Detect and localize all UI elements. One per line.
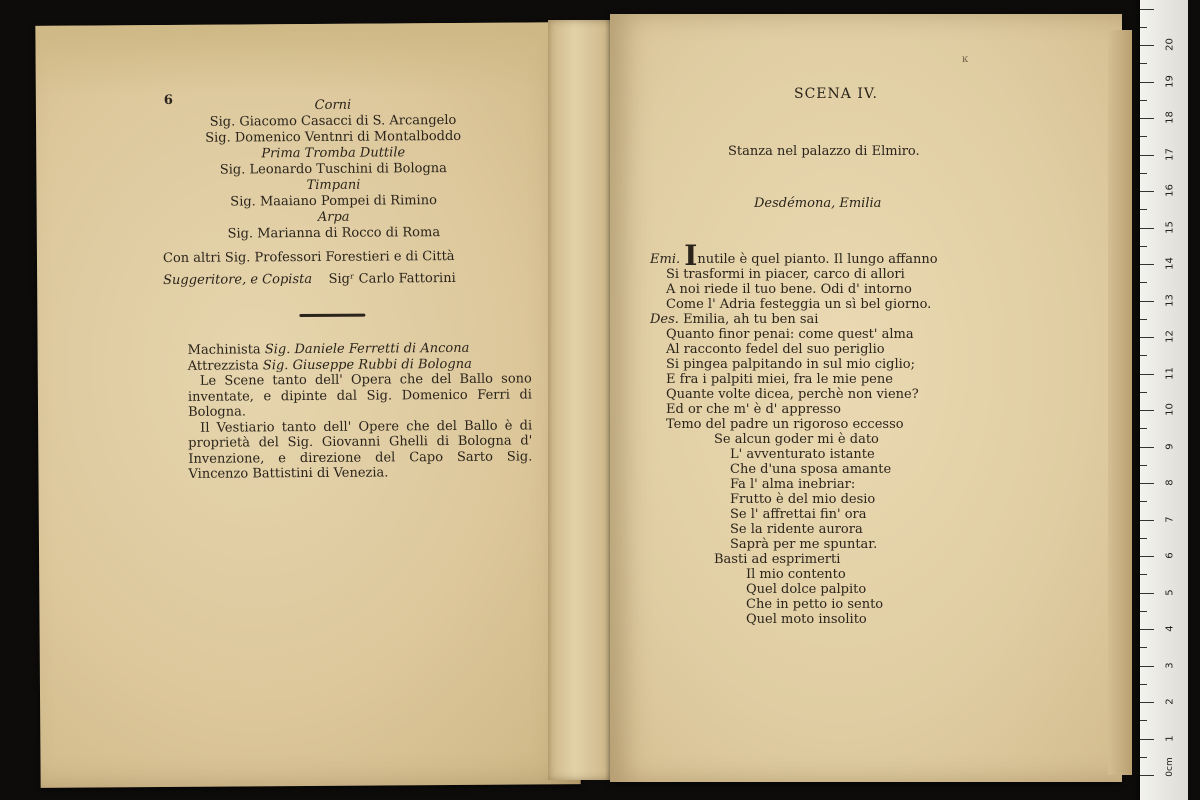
ruler-tick	[1140, 465, 1147, 466]
credit-heading: Corni	[314, 97, 352, 113]
credit-block-arpa	[149, 209, 519, 244]
ruler-number: 19	[1164, 74, 1176, 88]
ruler-tick	[1140, 739, 1154, 740]
dialogue-line	[650, 312, 1090, 327]
production-notes	[188, 340, 533, 482]
ruler-number: 15	[1164, 220, 1176, 234]
orchestra-credits	[148, 97, 519, 290]
ruler-tick	[1140, 483, 1154, 484]
ruler-number: 3	[1164, 661, 1176, 669]
verse-text: L' avventurato istante	[730, 447, 875, 462]
dialogue-line	[650, 447, 1090, 462]
dialogue-line	[650, 507, 1090, 522]
ruler-number: 7	[1164, 515, 1176, 523]
ruler-tick	[1140, 27, 1147, 28]
ruler-number: 16	[1164, 184, 1176, 197]
ruler-tick	[1140, 410, 1154, 411]
ruler-tick	[1140, 45, 1154, 46]
ruler-tick	[1140, 593, 1154, 594]
verse-text: Se l' affrettai fin' ora	[730, 507, 867, 522]
ruler-tick	[1140, 647, 1147, 648]
verse-text: Se alcun goder mi è dato	[714, 432, 879, 447]
scene-setting: Stanza nel palazzo di Elmiro.	[728, 144, 920, 159]
ruler-tick	[1140, 775, 1154, 776]
verse-text: Si trasformi in piacer, carco di allori	[666, 267, 905, 282]
ruler-tick	[1140, 246, 1147, 247]
ruler-tick	[1140, 355, 1147, 356]
ruler-tick	[1140, 118, 1154, 119]
left-page	[35, 22, 580, 788]
page-number: 6	[163, 92, 173, 108]
verse-text: Quel moto insolito	[746, 612, 867, 627]
scene-characters: Desdémona, Emilia	[754, 196, 882, 211]
ruler-tick	[1140, 684, 1147, 685]
verse-text: Frutto è del mio desio	[730, 492, 876, 507]
dialogue-line	[650, 612, 1090, 627]
ruler-tick	[1140, 501, 1147, 502]
suggeritore-label: Suggeritore, e Copista	[163, 271, 313, 289]
speaker-label: Emi.	[650, 252, 681, 267]
ruler-tick	[1140, 629, 1154, 630]
ruler-tick	[1140, 757, 1147, 758]
ruler-tick	[1140, 538, 1147, 539]
ruler-tick	[1140, 702, 1154, 703]
ruler-tick	[1140, 374, 1154, 375]
ruler-tick	[1140, 228, 1154, 229]
ruler-tick	[1140, 556, 1154, 557]
ruler-tick	[1140, 447, 1154, 448]
verse-text: Ed or che m' è d' appresso	[666, 402, 841, 417]
dialogue-line	[650, 402, 1090, 417]
ruler-number: 9	[1164, 442, 1176, 450]
dialogue-line	[650, 462, 1090, 477]
attrezzista-label: Attrezzista	[187, 357, 259, 374]
ruler-tick	[1140, 319, 1147, 320]
ruler-number: 18	[1164, 111, 1176, 124]
dialogue-line	[650, 522, 1090, 537]
verse-text: Come l' Adria festeggia un sì bel giorno.	[666, 297, 932, 312]
dialogue-line	[650, 372, 1090, 387]
verse-text: A noi riede il tuo bene. Odi d' intorno	[666, 282, 912, 297]
ruler-number: 11	[1164, 366, 1176, 380]
ruler-number: 4	[1164, 625, 1176, 632]
ruler-tick	[1140, 191, 1154, 192]
verse-text: Il mio contento	[746, 567, 846, 582]
dialogue-line	[650, 552, 1090, 567]
suggeritore-name: Sigʳ Carlo Fattorini	[328, 270, 456, 287]
ruler-number: 1	[1164, 734, 1176, 742]
verse-text: Al racconto fedel del suo periglio	[666, 342, 885, 357]
verse-text: Saprà per me spuntar.	[730, 537, 878, 552]
verse-text: Quante volte dicea, perchè non viene?	[666, 387, 919, 402]
ruler-number: 20	[1164, 38, 1176, 51]
verse-text: Che in petto io sento	[746, 597, 884, 612]
dialogue-line	[650, 282, 1090, 297]
ornamental-divider	[299, 314, 365, 317]
verse-text: Temo del padre un rigoroso eccesso	[666, 417, 904, 432]
verse-text: Fa l' alma inebriar:	[730, 477, 856, 492]
dialogue-block	[650, 239, 1090, 627]
speaker-label: Des.	[650, 312, 679, 327]
ruler-tick	[1140, 63, 1147, 64]
verse-text: Emilia, ah tu ben sai	[683, 312, 819, 327]
bleed-through-text	[508, 443, 515, 465]
verse-text: Basti ad esprimerti	[714, 552, 841, 567]
measuring-ruler	[1140, 0, 1188, 800]
dialogue-line	[650, 327, 1090, 342]
verse-text: nutile è quel pianto. Il lungo affanno	[697, 252, 938, 267]
verse-text: Quel dolce palpito	[746, 582, 867, 597]
drop-capital: I	[684, 239, 698, 272]
dialogue-line	[650, 239, 1090, 272]
ruler-number: 14	[1164, 257, 1176, 270]
ruler-tick	[1140, 666, 1154, 667]
dialogue-line	[650, 267, 1090, 282]
dialogue-line	[650, 492, 1090, 507]
credit-heading: Timpani	[306, 177, 361, 194]
verse-text: Quanto finor penai: come quest' alma	[666, 327, 914, 342]
credit-line: Sig. Domenico Ventnri di Montalboddo	[205, 128, 462, 146]
attrezzista-name: Sig. Giuseppe Rubbi di Bologna	[262, 356, 472, 373]
ruler-tick	[1140, 392, 1147, 393]
suggeritore-line	[149, 271, 519, 290]
ruler-tick	[1140, 301, 1154, 302]
ruler-tick	[1140, 155, 1154, 156]
verse-text: Si pingea palpitando in sul mio ciglio;	[666, 357, 916, 372]
credit-line: Sig. Maaiano Pompei di Rimino	[230, 193, 437, 210]
ruler-tick	[1140, 428, 1147, 429]
vestiario-note: Il Vestiario tanto dell' Opere che del Ballo è di proprietà del Sig. Giovanni Ghelli di Bologna d' Invenzione, e direzione del Capo Sarto Sig. Vincenzo Battistini di Venezia.	[188, 417, 533, 482]
right-page	[610, 14, 1122, 782]
dialogue-line	[650, 582, 1090, 597]
ruler-number: 6	[1164, 552, 1176, 559]
ruler-unit-label: 0cm	[1165, 757, 1175, 777]
credit-heading: Prima Tromba Duttile	[261, 145, 406, 162]
ruler-tick	[1140, 100, 1147, 101]
ruler-tick	[1140, 136, 1147, 137]
credit-heading: Arpa	[317, 209, 350, 225]
scene-note: Le Scene tanto dell' Opera che del Ballo sono inventate, e dipinte dal Sig. Domenico Ferri di Bologna.	[187, 371, 532, 420]
ruler-number: 2	[1164, 698, 1176, 705]
ruler-number: 13	[1164, 293, 1176, 307]
credit-line: Sig. Marianna di Rocco di Roma	[227, 225, 441, 242]
verse-text: E fra i palpiti miei, fra le mie pene	[666, 372, 893, 387]
ruler-tick	[1140, 209, 1147, 210]
ruler-tick	[1140, 173, 1147, 174]
ruler-tick	[1140, 82, 1154, 83]
credit-line: Sig. Giacomo Casacci di S. Arcangelo	[209, 112, 457, 130]
dialogue-line	[650, 477, 1090, 492]
ruler-tick	[1140, 720, 1147, 721]
ruler-number: 12	[1164, 330, 1176, 343]
credit-block-timpani	[148, 177, 518, 212]
ruler-number: 8	[1164, 479, 1176, 486]
credit-line: Sig. Leonardo Tuschini di Bologna	[219, 161, 447, 178]
dialogue-line	[650, 297, 1090, 312]
dialogue-line	[650, 597, 1090, 612]
ruler-tick	[1140, 264, 1154, 265]
scene-title: SCENA IV.	[794, 86, 878, 102]
dialogue-line	[650, 387, 1090, 402]
credit-block-corni	[148, 97, 518, 148]
ruler-number: 5	[1164, 588, 1176, 596]
page-edges	[1108, 30, 1132, 775]
dialogue-line	[650, 432, 1090, 447]
extra-professors-line: Con altri Sig. Professori Forestieri e di Città	[162, 248, 455, 267]
machinista-name: Sig. Daniele Ferretti di Ancona	[264, 340, 470, 358]
ruler-number: 10	[1164, 403, 1176, 416]
verse-text: Che d'una sposa amante	[730, 462, 892, 477]
dialogue-line	[650, 357, 1090, 372]
verse-text: Se la ridente aurora	[730, 522, 863, 537]
credit-block-tromba	[148, 145, 518, 180]
ruler-tick	[1140, 337, 1154, 338]
dialogue-line	[650, 567, 1090, 582]
ruler-tick	[1140, 9, 1154, 10]
ruler-tick	[1140, 574, 1147, 575]
ruler-number: 17	[1164, 147, 1176, 161]
ruler-tick	[1140, 282, 1147, 283]
machinista-label: Machinista	[187, 342, 261, 358]
page-mark: ĸ	[962, 54, 969, 65]
dialogue-line	[650, 537, 1090, 552]
ruler-tick	[1140, 520, 1154, 521]
dialogue-line	[650, 417, 1090, 432]
dialogue-line	[650, 342, 1090, 357]
ruler-tick	[1140, 611, 1147, 612]
